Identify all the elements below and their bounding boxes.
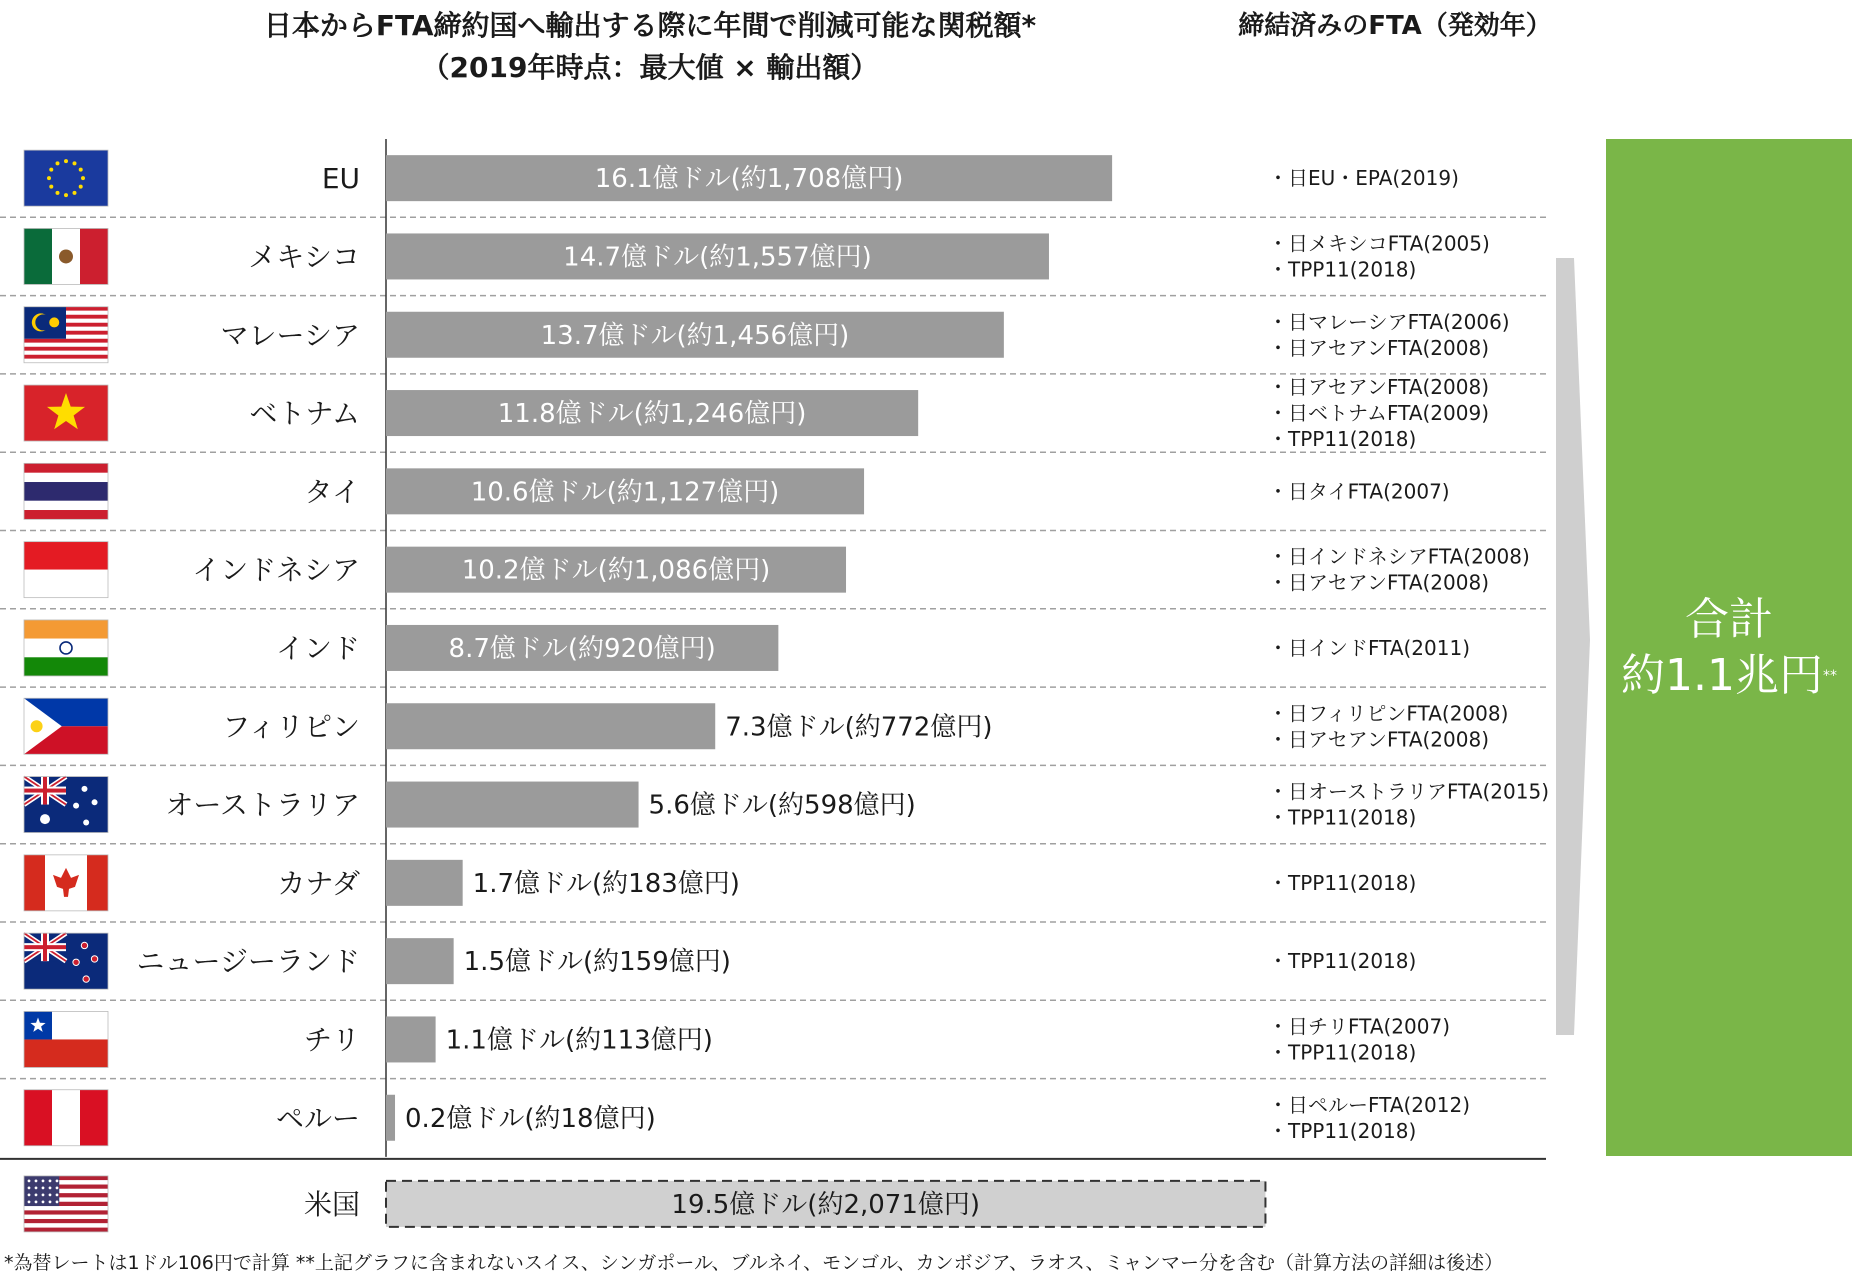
- fta-item: ・TPP11(2018): [1268, 257, 1417, 282]
- bar: [386, 782, 639, 828]
- bar-value-label: 13.7億ドル(約1,456億円): [540, 320, 850, 351]
- fta-item: ・日アセアンFTA(2008): [1268, 335, 1490, 360]
- total-label: 合計: [1685, 593, 1773, 645]
- fta-item: ・日EU・EPA(2019): [1268, 166, 1459, 191]
- bar-value-label: 0.2億ドル(約18億円): [405, 1103, 656, 1134]
- thailand-flag-icon: [24, 463, 108, 519]
- reference-value-label: 19.5億ドル(約2,071億円): [671, 1189, 981, 1220]
- bar-value-label: 1.1億ドル(約113億円): [445, 1025, 713, 1056]
- philippines-flag-icon: [24, 698, 108, 754]
- eu-flag-icon: [24, 150, 108, 206]
- fta-item: ・日ペルーFTA(2012): [1268, 1092, 1471, 1117]
- category-label: ペルー: [275, 1101, 360, 1135]
- fta-item: ・TPP11(2018): [1268, 1118, 1417, 1143]
- vietnam-flag-icon: [24, 385, 108, 441]
- fta-item: ・TPP11(2018): [1268, 1040, 1417, 1065]
- fta-item: ・日タイFTA(2007): [1268, 479, 1450, 504]
- fta-item: ・日ベトナムFTA(2009): [1268, 401, 1490, 426]
- bar-value-label: 8.7億ドル(約920億円): [448, 633, 716, 664]
- bar: [386, 938, 454, 984]
- category-label: オーストラリア: [165, 788, 360, 822]
- total-value: [1621, 648, 1837, 704]
- fta-item: ・TPP11(2018): [1268, 949, 1417, 974]
- bar-value-label: 1.5億ドル(約159億円): [463, 947, 731, 978]
- canada-flag-icon: [24, 855, 108, 911]
- bar: [386, 1016, 436, 1062]
- bar: [386, 1095, 395, 1141]
- bar-value-label: 1.7億ドル(約183億円): [472, 868, 740, 899]
- australia-flag-icon: [24, 777, 108, 833]
- category-label: メキシコ: [248, 240, 360, 274]
- category-label: インド: [275, 631, 360, 665]
- total-box: [1606, 139, 1852, 1156]
- reference-category-label: 米国: [303, 1187, 360, 1221]
- bar: [386, 860, 463, 906]
- chart-title-line2: （2019年時点：最大値 × 輸出額）: [421, 51, 879, 84]
- bar-value-label: 5.6億ドル(約598億円): [648, 790, 916, 821]
- india-flag-icon: [24, 620, 108, 676]
- fta-item: ・TPP11(2018): [1268, 805, 1417, 830]
- bar-value-label: 7.3億ドル(約772億円): [725, 712, 993, 743]
- usa-flag-icon: [24, 1176, 108, 1232]
- fta-item: ・日アセアンFTA(2008): [1268, 375, 1490, 400]
- fta-item: ・日インドネシアFTA(2008): [1268, 544, 1530, 569]
- indonesia-flag-icon: [24, 542, 108, 598]
- bar-value-label: 11.8億ドル(約1,246億円): [497, 399, 807, 430]
- fta-item: ・日アセアンFTA(2008): [1268, 570, 1490, 595]
- category-label: チリ: [303, 1023, 360, 1057]
- new-zealand-flag-icon: [24, 933, 108, 989]
- total-amount: 約1.1兆円: [1621, 649, 1823, 701]
- peru-flag-icon: [24, 1090, 108, 1146]
- bar-value-label: 14.7億ドル(約1,557億円): [563, 242, 872, 273]
- fta-item: ・日フィリピンFTA(2008): [1268, 701, 1509, 726]
- chile-flag-icon: [24, 1011, 108, 1067]
- chart-title-line1: 日本からFTA締約国へ輸出する際に年間で削減可能な関税額*: [263, 9, 1037, 42]
- category-label: EU: [321, 162, 360, 196]
- category-label: インドネシア: [192, 553, 360, 587]
- fta-header: 締結済みのFTA（発効年）: [1238, 11, 1552, 41]
- category-label: タイ: [304, 475, 360, 509]
- category-label: マレーシア: [220, 318, 360, 352]
- category-label: フィリピン: [222, 710, 360, 744]
- footnote: *為替レートは1ドル106円で計算 **上記グラフに含まれないスイス、シンガポール、ブルネイ、モンゴル、カンボジア、ラオス、ミャンマー分を含む（計算方法の詳細は後述）: [4, 1252, 1504, 1274]
- fta-item: ・日インドFTA(2011): [1268, 635, 1471, 660]
- bar-value-label: 10.2億ドル(約1,086億円): [461, 555, 771, 586]
- bar: [386, 703, 715, 749]
- category-label: カナダ: [277, 866, 360, 900]
- fta-item: ・TPP11(2018): [1268, 427, 1417, 452]
- bar-value-label: 16.1億ドル(約1,708億円): [594, 164, 904, 195]
- fta-item: ・日マレーシアFTA(2006): [1268, 309, 1510, 334]
- bracket-arrow-icon: [1556, 258, 1590, 1035]
- bar-value-label: 10.6億ドル(約1,127億円): [470, 477, 780, 508]
- fta-item: ・日オーストラリアFTA(2015): [1268, 779, 1550, 804]
- malaysia-flag-icon: [24, 307, 108, 363]
- category-label: ニュージーランド: [136, 945, 360, 979]
- total-footnote-mark: **: [1822, 667, 1837, 684]
- fta-item: ・日メキシコFTA(2005): [1268, 231, 1490, 256]
- fta-item: ・日アセアンFTA(2008): [1268, 727, 1490, 752]
- mexico-flag-icon: [24, 228, 108, 284]
- category-label: ベトナム: [249, 397, 360, 431]
- fta-item: ・TPP11(2018): [1268, 870, 1417, 895]
- fta-item: ・日チリFTA(2007): [1268, 1014, 1451, 1039]
